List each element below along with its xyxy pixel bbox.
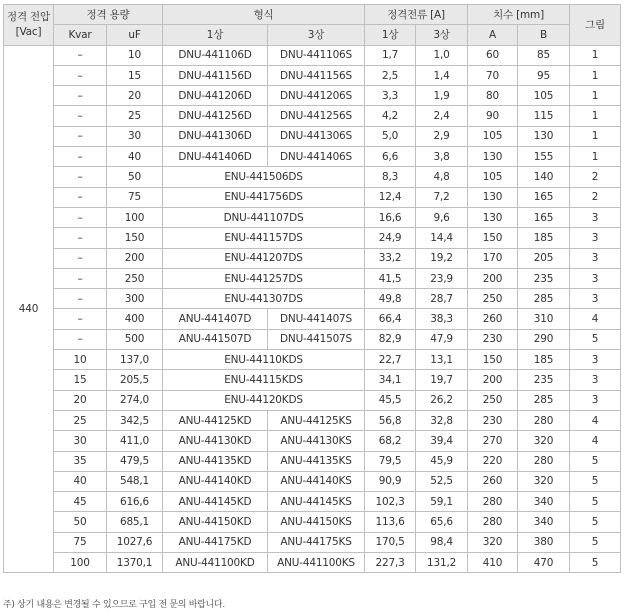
current-phase3-cell: 7,2 [416,187,468,207]
current-phase1-cell: 68,2 [365,431,416,451]
model-cell: ENU-441506DS [163,167,365,187]
dim-b-cell: 280 [518,451,570,471]
kvar-cell: – [54,187,107,207]
model-phase1-cell: DNU-441156D [163,65,268,85]
model-phase3-cell: DNU-441106S [268,45,365,65]
table-row [4,207,621,227]
footnote: 주) 상기 내용은 변경될 수 있으므로 구입 전 문의 바랍니다. [3,600,225,610]
model-phase3-cell: ANU-441100KS [268,553,365,573]
figure-cell: 1 [570,65,621,85]
model-cell: ENU-44115KDS [163,370,365,390]
current-phase3-cell: 1,9 [416,86,468,106]
dim-b-cell: 165 [518,187,570,207]
capacity-header: 정격 용량 [54,5,163,25]
model-cell: ENU-44110KDS [163,350,365,370]
table-row [4,106,621,126]
dim-b-cell: 235 [518,370,570,390]
table-body [4,45,621,573]
figure-cell: 1 [570,126,621,146]
uf-cell: 274,0 [107,390,163,410]
dim-a-cell: 250 [468,390,518,410]
uf-cell: 400 [107,309,163,329]
model-phase1-header: 1상 [163,25,268,45]
table-row [4,126,621,146]
uf-cell: 500 [107,329,163,349]
model-phase1-cell: ANU-44125KD [163,410,268,430]
dim-a-cell: 230 [468,410,518,430]
figure-cell: 5 [570,492,621,512]
dim-a-cell: 200 [468,370,518,390]
model-cell: DNU-441107DS [163,207,365,227]
dim-a-cell: 150 [468,350,518,370]
dim-b-cell: 130 [518,126,570,146]
voltage-cell: 440 [4,45,54,573]
dim-a-cell: 220 [468,451,518,471]
current-phase1-cell: 12,4 [365,187,416,207]
dim-b-cell: 285 [518,289,570,309]
current-phase1-cell: 5,0 [365,126,416,146]
kvar-cell: 10 [54,350,107,370]
current-phase1-cell: 22,7 [365,350,416,370]
kvar-cell: – [54,228,107,248]
dim-b-cell: 340 [518,492,570,512]
model-phase1-cell: ANU-44145KD [163,492,268,512]
table-row [4,65,621,85]
current-phase3-cell: 13,1 [416,350,468,370]
current-phase3-cell: 59,1 [416,492,468,512]
model-phase1-cell: ANU-44150KD [163,512,268,532]
model-phase1-cell: ANU-44135KD [163,451,268,471]
dim-b-cell: 165 [518,207,570,227]
figure-cell: 5 [570,471,621,491]
model-phase3-cell: ANU-44145KS [268,492,365,512]
current-phase1-cell: 3,3 [365,86,416,106]
model-phase3-cell: ANU-44135KS [268,451,365,471]
model-phase3-cell: DNU-441306S [268,126,365,146]
model-cell: ENU-441756DS [163,187,365,207]
kvar-cell: – [54,45,107,65]
uf-cell: 20 [107,86,163,106]
model-phase1-cell: DNU-441206D [163,86,268,106]
current-phase1-cell: 227,3 [365,553,416,573]
uf-cell: 250 [107,268,163,288]
model-phase3-cell: DNU-441206S [268,86,365,106]
table-row [4,370,621,390]
kvar-cell: – [54,106,107,126]
dim-a-cell: 230 [468,329,518,349]
dim-b-cell: 285 [518,390,570,410]
figure-cell: 3 [570,390,621,410]
voltage-header-line1: 정격 전압 [7,10,50,23]
figure-cell: 1 [570,45,621,65]
figure-cell: 4 [570,309,621,329]
model-cell: ENU-441307DS [163,289,365,309]
current-phase1-cell: 34,1 [365,370,416,390]
current-phase3-cell: 38,3 [416,309,468,329]
figure-cell: 2 [570,187,621,207]
current-header: 정격전류 [A] [365,5,468,25]
figure-cell: 3 [570,268,621,288]
current-phase1-header: 1상 [365,25,416,45]
current-phase1-cell: 16,6 [365,207,416,227]
table-row [4,553,621,573]
uf-cell: 300 [107,289,163,309]
current-phase1-cell: 24,9 [365,228,416,248]
uf-cell: 1370,1 [107,553,163,573]
figure-cell: 3 [570,289,621,309]
table-row [4,309,621,329]
dim-b-cell: 115 [518,106,570,126]
current-phase3-cell: 2,9 [416,126,468,146]
current-phase1-cell: 102,3 [365,492,416,512]
dim-b-cell: 155 [518,147,570,167]
uf-cell: 616,6 [107,492,163,512]
current-phase1-cell: 8,3 [365,167,416,187]
table-row [4,167,621,187]
model-phase1-cell: DNU-441106D [163,45,268,65]
model-phase1-cell: ANU-44140KD [163,471,268,491]
model-cell: ENU-441157DS [163,228,365,248]
uf-cell: 100 [107,207,163,227]
current-phase3-cell: 26,2 [416,390,468,410]
current-phase1-cell: 49,8 [365,289,416,309]
dim-a-cell: 130 [468,187,518,207]
kvar-cell: 40 [54,471,107,491]
kvar-cell: 35 [54,451,107,471]
model-cell: ENU-44120KDS [163,390,365,410]
table-row [4,289,621,309]
dim-a-cell: 130 [468,207,518,227]
kvar-cell: – [54,309,107,329]
figure-cell: 4 [570,431,621,451]
model-header: 형식 [163,5,365,25]
model-phase1-cell: ANU-441507D [163,329,268,349]
dim-a-header: A [468,25,518,45]
table-row [4,512,621,532]
kvar-cell: – [54,207,107,227]
uf-cell: 150 [107,228,163,248]
table-row [4,248,621,268]
kvar-cell: – [54,248,107,268]
current-phase3-header: 3상 [416,25,468,45]
figure-cell: 5 [570,512,621,532]
current-phase1-cell: 41,5 [365,268,416,288]
uf-cell: 15 [107,65,163,85]
current-phase1-cell: 2,5 [365,65,416,85]
kvar-cell: 45 [54,492,107,512]
current-phase1-cell: 4,2 [365,106,416,126]
current-phase3-cell: 47,9 [416,329,468,349]
dim-a-cell: 105 [468,167,518,187]
model-phase1-cell: ANU-44175KD [163,532,268,552]
figure-cell: 5 [570,329,621,349]
table-row [4,431,621,451]
current-phase1-cell: 6,6 [365,147,416,167]
current-phase3-cell: 65,6 [416,512,468,532]
model-phase3-cell: ANU-44150KS [268,512,365,532]
current-phase3-cell: 14,4 [416,228,468,248]
kvar-cell: 15 [54,370,107,390]
table-row [4,147,621,167]
current-phase3-cell: 3,8 [416,147,468,167]
current-phase3-cell: 19,7 [416,370,468,390]
figure-cell: 2 [570,167,621,187]
kvar-cell: 30 [54,431,107,451]
dim-a-cell: 70 [468,65,518,85]
dim-a-cell: 270 [468,431,518,451]
dim-a-cell: 280 [468,512,518,532]
kvar-cell: – [54,86,107,106]
current-phase3-cell: 131,2 [416,553,468,573]
table-row [4,350,621,370]
dim-a-cell: 130 [468,147,518,167]
current-phase3-cell: 9,6 [416,207,468,227]
uf-cell: 137,0 [107,350,163,370]
dim-a-cell: 280 [468,492,518,512]
kvar-cell: – [54,65,107,85]
current-phase3-cell: 23,9 [416,268,468,288]
uf-cell: 50 [107,167,163,187]
current-phase3-cell: 98,4 [416,532,468,552]
kvar-cell: 75 [54,532,107,552]
figure-cell: 5 [570,553,621,573]
dim-a-cell: 410 [468,553,518,573]
figure-cell: 5 [570,532,621,552]
figure-cell: 4 [570,410,621,430]
dim-b-header: B [518,25,570,45]
model-phase1-cell: ANU-441407D [163,309,268,329]
table-row [4,410,621,430]
table-header [4,5,621,46]
model-cell: ENU-441207DS [163,248,365,268]
model-phase3-cell: ANU-44175KS [268,532,365,552]
kvar-header: Kvar [54,25,107,45]
current-phase1-cell: 82,9 [365,329,416,349]
current-phase3-cell: 4,8 [416,167,468,187]
current-phase3-cell: 52,5 [416,471,468,491]
dim-b-cell: 140 [518,167,570,187]
kvar-cell: – [54,329,107,349]
voltage-header [4,5,54,46]
table-row [4,532,621,552]
kvar-cell: – [54,167,107,187]
current-phase3-cell: 19,2 [416,248,468,268]
voltage-header-line2: [Vac] [15,25,42,38]
current-phase1-cell: 1,7 [365,45,416,65]
current-phase1-cell: 56,8 [365,410,416,430]
model-phase3-cell: DNU-441507S [268,329,365,349]
figure-cell: 3 [570,207,621,227]
uf-cell: 205,5 [107,370,163,390]
dim-a-cell: 170 [468,248,518,268]
table-row [4,390,621,410]
current-phase3-cell: 1,0 [416,45,468,65]
current-phase3-cell: 32,8 [416,410,468,430]
kvar-cell: 25 [54,410,107,430]
current-phase3-cell: 39,4 [416,431,468,451]
model-phase3-cell: ANU-44125KS [268,410,365,430]
current-phase1-cell: 170,5 [365,532,416,552]
dim-b-cell: 320 [518,431,570,451]
figure-cell: 3 [570,248,621,268]
figure-cell: 1 [570,106,621,126]
uf-cell: 548,1 [107,471,163,491]
table-row [4,329,621,349]
kvar-cell: 100 [54,553,107,573]
spec-table [3,4,621,573]
model-phase3-cell: DNU-441407S [268,309,365,329]
table-row [4,45,621,65]
model-phase3-cell: ANU-44130KS [268,431,365,451]
figure-cell: 1 [570,86,621,106]
dim-a-cell: 250 [468,289,518,309]
dim-b-cell: 235 [518,268,570,288]
uf-cell: 200 [107,248,163,268]
dim-a-cell: 150 [468,228,518,248]
dim-a-cell: 260 [468,471,518,491]
dim-b-cell: 470 [518,553,570,573]
uf-cell: 411,0 [107,431,163,451]
model-phase1-cell: DNU-441406D [163,147,268,167]
model-phase1-cell: DNU-441306D [163,126,268,146]
kvar-cell: 20 [54,390,107,410]
figure-cell: 3 [570,228,621,248]
current-phase1-cell: 113,6 [365,512,416,532]
table-row [4,228,621,248]
dim-b-cell: 380 [518,532,570,552]
uf-cell: 685,1 [107,512,163,532]
dim-a-cell: 105 [468,126,518,146]
uf-cell: 40 [107,147,163,167]
current-phase1-cell: 90,9 [365,471,416,491]
figure-cell: 3 [570,350,621,370]
current-phase1-cell: 66,4 [365,309,416,329]
uf-cell: 1027,6 [107,532,163,552]
uf-cell: 75 [107,187,163,207]
table-row [4,187,621,207]
kvar-cell: 50 [54,512,107,532]
dim-a-cell: 80 [468,86,518,106]
dim-b-cell: 320 [518,471,570,491]
model-phase1-cell: ANU-441100KD [163,553,268,573]
dim-b-cell: 105 [518,86,570,106]
figure-cell: 3 [570,370,621,390]
dim-b-cell: 85 [518,45,570,65]
table-row [4,492,621,512]
uf-cell: 10 [107,45,163,65]
model-phase3-header: 3상 [268,25,365,45]
current-phase1-cell: 33,2 [365,248,416,268]
table-row [4,471,621,491]
dim-b-cell: 340 [518,512,570,532]
uf-header: uF [107,25,163,45]
model-phase3-cell: ANU-44140KS [268,471,365,491]
dim-b-cell: 290 [518,329,570,349]
dim-a-cell: 260 [468,309,518,329]
dimension-header: 치수 [mm] [468,5,570,25]
current-phase1-cell: 45,5 [365,390,416,410]
uf-cell: 479,5 [107,451,163,471]
model-cell: ENU-441257DS [163,268,365,288]
model-phase1-cell: ANU-44130KD [163,431,268,451]
dim-b-cell: 185 [518,228,570,248]
figure-cell: 5 [570,451,621,471]
model-phase3-cell: DNU-441406S [268,147,365,167]
uf-cell: 342,5 [107,410,163,430]
model-phase3-cell: DNU-441156S [268,65,365,85]
current-phase3-cell: 45,9 [416,451,468,471]
current-phase3-cell: 1,4 [416,65,468,85]
kvar-cell: – [54,289,107,309]
table-row [4,451,621,471]
dim-a-cell: 60 [468,45,518,65]
current-phase3-cell: 2,4 [416,106,468,126]
table-row [4,86,621,106]
model-phase1-cell: DNU-441256D [163,106,268,126]
uf-cell: 30 [107,126,163,146]
table-row [4,268,621,288]
dim-a-cell: 200 [468,268,518,288]
model-phase3-cell: DNU-441256S [268,106,365,126]
figure-header: 그림 [570,5,621,46]
dim-a-cell: 90 [468,106,518,126]
current-phase1-cell: 79,5 [365,451,416,471]
kvar-cell: – [54,126,107,146]
dim-a-cell: 320 [468,532,518,552]
dim-b-cell: 205 [518,248,570,268]
dim-b-cell: 310 [518,309,570,329]
uf-cell: 25 [107,106,163,126]
dim-b-cell: 280 [518,410,570,430]
dim-b-cell: 95 [518,65,570,85]
figure-cell: 1 [570,147,621,167]
kvar-cell: – [54,268,107,288]
kvar-cell: – [54,147,107,167]
dim-b-cell: 185 [518,350,570,370]
current-phase3-cell: 28,7 [416,289,468,309]
